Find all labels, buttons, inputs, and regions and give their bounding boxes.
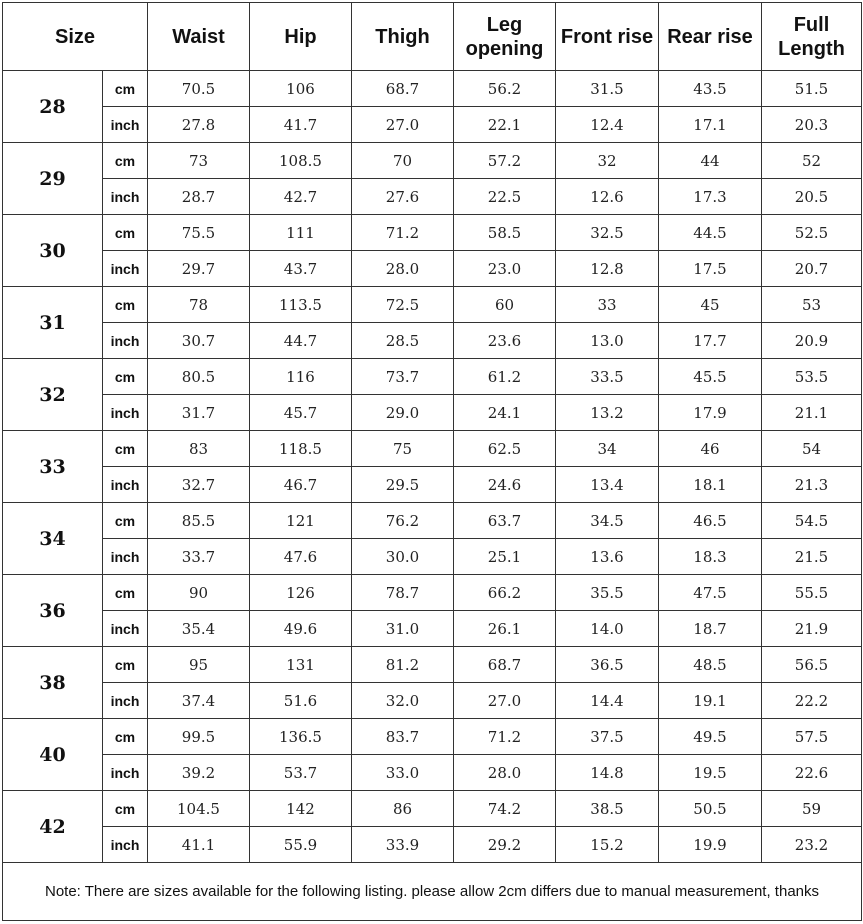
hip-cm-value: 111 — [250, 215, 352, 251]
thigh-cm-value: 81.2 — [352, 647, 454, 683]
hip-inch-value: 53.7 — [250, 755, 352, 791]
header-row — [3, 3, 862, 71]
unit-label-cm: cm — [103, 215, 148, 251]
unit-label-inch: inch — [103, 467, 148, 503]
thigh-inch-value: 29.0 — [352, 395, 454, 431]
waist-cm-value: 75.5 — [148, 215, 250, 251]
thigh-cm-value: 71.2 — [352, 215, 454, 251]
thigh-cm-value: 73.7 — [352, 359, 454, 395]
hip-inch-value: 55.9 — [250, 827, 352, 863]
front-rise-inch-value: 13.4 — [556, 467, 659, 503]
table-row — [3, 287, 862, 323]
front-rise-inch-value: 14.4 — [556, 683, 659, 719]
waist-inch-value: 37.4 — [148, 683, 250, 719]
waist-inch-value: 31.7 — [148, 395, 250, 431]
unit-label-cm: cm — [103, 143, 148, 179]
leg-opening-inch-value: 28.0 — [454, 755, 556, 791]
table-row — [3, 647, 862, 683]
rear-rise-inch-value: 17.3 — [659, 179, 762, 215]
front-rise-inch-value: 12.6 — [556, 179, 659, 215]
unit-label-cm: cm — [103, 431, 148, 467]
leg-opening-cm-value: 60 — [454, 287, 556, 323]
rear-rise-inch-value: 17.9 — [659, 395, 762, 431]
waist-inch-value: 30.7 — [148, 323, 250, 359]
table-row — [3, 395, 862, 431]
header-rear-rise: Rear rise — [659, 3, 762, 71]
waist-cm-value: 70.5 — [148, 71, 250, 107]
rear-rise-inch-value: 19.1 — [659, 683, 762, 719]
full-length-inch-value: 21.1 — [762, 395, 862, 431]
leg-opening-cm-value: 57.2 — [454, 143, 556, 179]
unit-label-inch: inch — [103, 107, 148, 143]
front-rise-cm-value: 32.5 — [556, 215, 659, 251]
front-rise-inch-value: 13.2 — [556, 395, 659, 431]
front-rise-cm-value: 34 — [556, 431, 659, 467]
rear-rise-inch-value: 17.5 — [659, 251, 762, 287]
unit-label-cm: cm — [103, 287, 148, 323]
full-length-inch-value: 21.9 — [762, 611, 862, 647]
full-length-cm-value: 52 — [762, 143, 862, 179]
table-row — [3, 431, 862, 467]
thigh-cm-value: 68.7 — [352, 71, 454, 107]
leg-opening-cm-value: 63.7 — [454, 503, 556, 539]
unit-label-cm: cm — [103, 719, 148, 755]
front-rise-cm-value: 33.5 — [556, 359, 659, 395]
waist-cm-value: 95 — [148, 647, 250, 683]
thigh-inch-value: 28.0 — [352, 251, 454, 287]
front-rise-inch-value: 12.8 — [556, 251, 659, 287]
table-row — [3, 215, 862, 251]
leg-opening-cm-value: 74.2 — [454, 791, 556, 827]
leg-opening-inch-value: 22.5 — [454, 179, 556, 215]
size-label: 29 — [3, 143, 103, 215]
size-label: 34 — [3, 503, 103, 575]
front-rise-cm-value: 36.5 — [556, 647, 659, 683]
size-label: 36 — [3, 575, 103, 647]
table-row — [3, 467, 862, 503]
unit-label-inch: inch — [103, 539, 148, 575]
hip-cm-value: 136.5 — [250, 719, 352, 755]
thigh-inch-value: 30.0 — [352, 539, 454, 575]
measurement-note: Note: There are sizes available for the following listing. please allow 2cm differs due to manual measurement, thanks — [3, 863, 862, 921]
thigh-inch-value: 27.0 — [352, 107, 454, 143]
hip-inch-value: 46.7 — [250, 467, 352, 503]
full-length-inch-value: 21.5 — [762, 539, 862, 575]
hip-inch-value: 42.7 — [250, 179, 352, 215]
rear-rise-inch-value: 18.1 — [659, 467, 762, 503]
table-row — [3, 755, 862, 791]
waist-inch-value: 41.1 — [148, 827, 250, 863]
rear-rise-inch-value: 18.3 — [659, 539, 762, 575]
hip-inch-value: 51.6 — [250, 683, 352, 719]
rear-rise-inch-value: 17.1 — [659, 107, 762, 143]
leg-opening-inch-value: 22.1 — [454, 107, 556, 143]
header-full-length-line1: Full — [793, 13, 830, 36]
header-size: Size — [3, 3, 148, 71]
waist-inch-value: 39.2 — [148, 755, 250, 791]
hip-cm-value: 106 — [250, 71, 352, 107]
waist-cm-value: 99.5 — [148, 719, 250, 755]
waist-inch-value: 29.7 — [148, 251, 250, 287]
leg-opening-cm-value: 71.2 — [454, 719, 556, 755]
unit-label-inch: inch — [103, 323, 148, 359]
front-rise-cm-value: 32 — [556, 143, 659, 179]
full-length-cm-value: 53.5 — [762, 359, 862, 395]
full-length-inch-value: 20.9 — [762, 323, 862, 359]
leg-opening-cm-value: 68.7 — [454, 647, 556, 683]
thigh-inch-value: 27.6 — [352, 179, 454, 215]
full-length-inch-value: 22.6 — [762, 755, 862, 791]
hip-inch-value: 44.7 — [250, 323, 352, 359]
thigh-cm-value: 86 — [352, 791, 454, 827]
thigh-cm-value: 72.5 — [352, 287, 454, 323]
header-thigh: Thigh — [352, 3, 454, 71]
thigh-inch-value: 31.0 — [352, 611, 454, 647]
thigh-cm-value: 70 — [352, 143, 454, 179]
waist-cm-value: 104.5 — [148, 791, 250, 827]
hip-inch-value: 43.7 — [250, 251, 352, 287]
header-full-length — [762, 3, 862, 71]
thigh-cm-value: 83.7 — [352, 719, 454, 755]
waist-cm-value: 85.5 — [148, 503, 250, 539]
leg-opening-inch-value: 24.1 — [454, 395, 556, 431]
table-row — [3, 611, 862, 647]
leg-opening-cm-value: 66.2 — [454, 575, 556, 611]
rear-rise-inch-value: 19.9 — [659, 827, 762, 863]
waist-cm-value: 90 — [148, 575, 250, 611]
unit-label-inch: inch — [103, 611, 148, 647]
full-length-cm-value: 52.5 — [762, 215, 862, 251]
front-rise-inch-value: 15.2 — [556, 827, 659, 863]
waist-cm-value: 73 — [148, 143, 250, 179]
rear-rise-inch-value: 19.5 — [659, 755, 762, 791]
leg-opening-inch-value: 26.1 — [454, 611, 556, 647]
header-leg-opening-line1: Leg — [486, 13, 523, 36]
table-row — [3, 251, 862, 287]
full-length-cm-value: 54 — [762, 431, 862, 467]
header-full-length-line2: Length — [778, 37, 845, 60]
hip-inch-value: 47.6 — [250, 539, 352, 575]
rear-rise-cm-value: 48.5 — [659, 647, 762, 683]
rear-rise-cm-value: 44.5 — [659, 215, 762, 251]
size-label: 42 — [3, 791, 103, 863]
unit-label-cm: cm — [103, 791, 148, 827]
front-rise-inch-value: 14.0 — [556, 611, 659, 647]
front-rise-cm-value: 33 — [556, 287, 659, 323]
leg-opening-inch-value: 23.0 — [454, 251, 556, 287]
thigh-cm-value: 78.7 — [352, 575, 454, 611]
leg-opening-inch-value: 27.0 — [454, 683, 556, 719]
waist-inch-value: 27.8 — [148, 107, 250, 143]
leg-opening-inch-value: 29.2 — [454, 827, 556, 863]
size-chart-table — [2, 2, 862, 921]
front-rise-cm-value: 35.5 — [556, 575, 659, 611]
rear-rise-cm-value: 45.5 — [659, 359, 762, 395]
note-row — [3, 863, 862, 921]
rear-rise-cm-value: 49.5 — [659, 719, 762, 755]
unit-label-cm: cm — [103, 71, 148, 107]
unit-label-inch: inch — [103, 683, 148, 719]
header-hip: Hip — [250, 3, 352, 71]
thigh-inch-value: 32.0 — [352, 683, 454, 719]
full-length-cm-value: 56.5 — [762, 647, 862, 683]
hip-cm-value: 121 — [250, 503, 352, 539]
full-length-inch-value: 20.5 — [762, 179, 862, 215]
size-chart-body — [3, 71, 862, 863]
rear-rise-cm-value: 45 — [659, 287, 762, 323]
hip-cm-value: 116 — [250, 359, 352, 395]
size-label: 30 — [3, 215, 103, 287]
unit-label-inch: inch — [103, 179, 148, 215]
unit-label-inch: inch — [103, 827, 148, 863]
hip-inch-value: 45.7 — [250, 395, 352, 431]
full-length-inch-value: 21.3 — [762, 467, 862, 503]
waist-inch-value: 35.4 — [148, 611, 250, 647]
leg-opening-inch-value: 23.6 — [454, 323, 556, 359]
full-length-cm-value: 51.5 — [762, 71, 862, 107]
table-row — [3, 143, 862, 179]
hip-cm-value: 126 — [250, 575, 352, 611]
full-length-inch-value: 23.2 — [762, 827, 862, 863]
table-row — [3, 503, 862, 539]
leg-opening-cm-value: 56.2 — [454, 71, 556, 107]
size-label: 28 — [3, 71, 103, 143]
unit-label-cm: cm — [103, 575, 148, 611]
rear-rise-cm-value: 46 — [659, 431, 762, 467]
leg-opening-inch-value: 24.6 — [454, 467, 556, 503]
thigh-cm-value: 75 — [352, 431, 454, 467]
full-length-inch-value: 20.3 — [762, 107, 862, 143]
size-label: 40 — [3, 719, 103, 791]
table-row — [3, 719, 862, 755]
front-rise-cm-value: 37.5 — [556, 719, 659, 755]
table-row — [3, 359, 862, 395]
front-rise-cm-value: 34.5 — [556, 503, 659, 539]
table-row — [3, 539, 862, 575]
header-front-rise: Front rise — [556, 3, 659, 71]
full-length-cm-value: 53 — [762, 287, 862, 323]
hip-cm-value: 142 — [250, 791, 352, 827]
unit-label-inch: inch — [103, 755, 148, 791]
size-label: 31 — [3, 287, 103, 359]
thigh-cm-value: 76.2 — [352, 503, 454, 539]
thigh-inch-value: 28.5 — [352, 323, 454, 359]
unit-label-inch: inch — [103, 251, 148, 287]
rear-rise-cm-value: 47.5 — [659, 575, 762, 611]
size-label: 33 — [3, 431, 103, 503]
rear-rise-cm-value: 50.5 — [659, 791, 762, 827]
front-rise-inch-value: 13.0 — [556, 323, 659, 359]
full-length-cm-value: 54.5 — [762, 503, 862, 539]
size-label: 38 — [3, 647, 103, 719]
header-leg-opening-line2: opening — [465, 37, 544, 60]
table-row — [3, 179, 862, 215]
thigh-inch-value: 33.9 — [352, 827, 454, 863]
header-waist: Waist — [148, 3, 250, 71]
leg-opening-inch-value: 25.1 — [454, 539, 556, 575]
full-length-inch-value: 20.7 — [762, 251, 862, 287]
leg-opening-cm-value: 61.2 — [454, 359, 556, 395]
thigh-inch-value: 29.5 — [352, 467, 454, 503]
front-rise-inch-value: 12.4 — [556, 107, 659, 143]
unit-label-inch: inch — [103, 395, 148, 431]
front-rise-cm-value: 31.5 — [556, 71, 659, 107]
hip-cm-value: 131 — [250, 647, 352, 683]
leg-opening-cm-value: 62.5 — [454, 431, 556, 467]
waist-cm-value: 83 — [148, 431, 250, 467]
header-leg-opening — [454, 3, 556, 71]
waist-cm-value: 80.5 — [148, 359, 250, 395]
table-row — [3, 683, 862, 719]
full-length-cm-value: 57.5 — [762, 719, 862, 755]
full-length-inch-value: 22.2 — [762, 683, 862, 719]
full-length-cm-value: 55.5 — [762, 575, 862, 611]
full-length-cm-value: 59 — [762, 791, 862, 827]
waist-inch-value: 33.7 — [148, 539, 250, 575]
rear-rise-cm-value: 43.5 — [659, 71, 762, 107]
size-label: 32 — [3, 359, 103, 431]
table-row — [3, 575, 862, 611]
thigh-inch-value: 33.0 — [352, 755, 454, 791]
front-rise-inch-value: 13.6 — [556, 539, 659, 575]
hip-cm-value: 118.5 — [250, 431, 352, 467]
table-row — [3, 107, 862, 143]
table-row — [3, 827, 862, 863]
unit-label-cm: cm — [103, 647, 148, 683]
rear-rise-cm-value: 44 — [659, 143, 762, 179]
waist-cm-value: 78 — [148, 287, 250, 323]
leg-opening-cm-value: 58.5 — [454, 215, 556, 251]
front-rise-inch-value: 14.8 — [556, 755, 659, 791]
hip-inch-value: 41.7 — [250, 107, 352, 143]
table-row — [3, 791, 862, 827]
unit-label-cm: cm — [103, 359, 148, 395]
waist-inch-value: 32.7 — [148, 467, 250, 503]
hip-cm-value: 108.5 — [250, 143, 352, 179]
rear-rise-inch-value: 17.7 — [659, 323, 762, 359]
table-row — [3, 323, 862, 359]
rear-rise-inch-value: 18.7 — [659, 611, 762, 647]
hip-cm-value: 113.5 — [250, 287, 352, 323]
unit-label-cm: cm — [103, 503, 148, 539]
front-rise-cm-value: 38.5 — [556, 791, 659, 827]
waist-inch-value: 28.7 — [148, 179, 250, 215]
hip-inch-value: 49.6 — [250, 611, 352, 647]
rear-rise-cm-value: 46.5 — [659, 503, 762, 539]
table-row — [3, 71, 862, 107]
